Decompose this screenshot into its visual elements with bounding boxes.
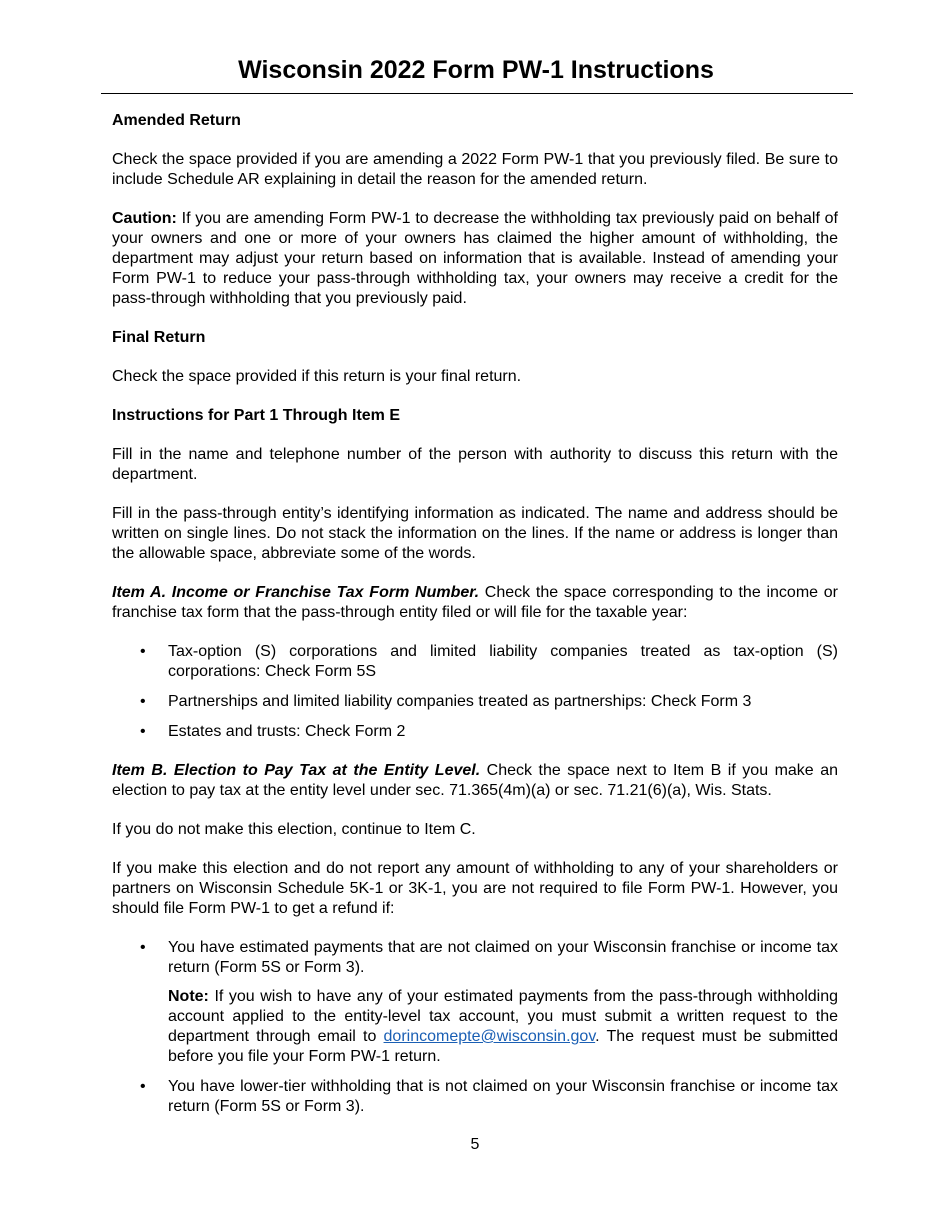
list-item xyxy=(112,938,838,1067)
item-b-text: Check the space next to Item B if you make an election to pay tax at the entity level under sec. 71.365(4m)(a) or sec. 71.21(6)(a), Wis. Stats. xyxy=(112,762,839,799)
list-item-text: Partnerships and limited liability companies treated as partnerships: Check Form 3 xyxy=(168,693,752,710)
amended-return-paragraph: Check the space provided if you are amending a 2022 Form PW-1 that you previously filed. Be sure to include Schedule AR explaining in detail the reason for the amended return. xyxy=(112,151,838,188)
part1-paragraph-contact: Fill in the name and telephone number of the person with authority to discuss this return with the department. xyxy=(112,446,838,483)
list-item-text: You have lower-tier withholding that is not claimed on your Wisconsin franchise or income tax return (Form 5S or Form 3). xyxy=(168,1078,838,1115)
item-a-paragraph xyxy=(112,583,838,623)
part1-heading: Instructions for Part 1 Through Item E xyxy=(112,407,401,424)
item-b-list xyxy=(112,938,838,1117)
note-text-end: . The request must be submitted before you file your Form PW-1 return. xyxy=(168,1028,839,1065)
item-b-refund-paragraph: If you make this election and do not report any amount of withholding to any of your shareholders or partners on Wisconsin Schedule 5K-1 or 3K-1, you are not required to file Form PW-1. However, you should file Form PW-1 to get a refund if: xyxy=(112,860,838,917)
list-item xyxy=(112,722,838,742)
document-body xyxy=(112,111,838,1136)
item-b-lead: Item B. Election to Pay Tax at the Entity Level. xyxy=(112,762,481,779)
list-item-text: Estates and trusts: Check Form 2 xyxy=(168,723,406,740)
item-a-lead: Item A. Income or Franchise Tax Form Number. xyxy=(112,584,480,601)
note-text: If you wish to have any of your estimated payments from the pass-through withholding account applied to the entity-level tax account, you must submit a written request to the department through email to xyxy=(168,988,838,1045)
bullet-icon: • xyxy=(140,1078,146,1095)
bullet-icon: • xyxy=(140,723,146,740)
caution-text: If you are amending Form PW-1 to decrease the withholding tax previously paid on behalf of your owners and one or more of your owners has claimed the higher amount of withholding, the department may adjust your return based on information that is available. Instead of amending your Form PW-1 to reduce your pass-through withholding tax, your owners may receive a credit for the pass-through withholding that you previously paid. xyxy=(112,210,838,307)
item-a-text: Check the space corresponding to the income or franchise tax form that the pass-through entity filed or will file for the taxable year: xyxy=(112,584,839,621)
list-item xyxy=(112,1077,838,1117)
final-return-paragraph: Check the space provided if this return is your final return. xyxy=(112,368,522,385)
note-label: Note: xyxy=(168,988,209,1005)
list-item-text: You have estimated payments that are not claimed on your Wisconsin franchise or income tax return (Form 5S or Form 3). xyxy=(168,939,838,976)
page-number: 5 xyxy=(470,1136,480,1153)
bullet-icon: • xyxy=(140,693,146,710)
caution-paragraph xyxy=(112,209,838,309)
list-item xyxy=(112,692,838,712)
list-item-text: Tax-option (S) corporations and limited liability companies treated as tax-option (S) corporations: Check Form 5S xyxy=(168,643,838,680)
amended-return-heading: Amended Return xyxy=(112,112,241,129)
item-b-continue-paragraph: If you do not make this election, continue to Item C. xyxy=(112,821,476,838)
note-paragraph xyxy=(168,987,838,1067)
item-a-list xyxy=(112,642,838,742)
list-item xyxy=(112,642,838,682)
final-return-heading: Final Return xyxy=(112,329,206,346)
item-b-paragraph xyxy=(112,761,838,801)
title-divider xyxy=(101,93,853,94)
email-link[interactable]: dorincomepte@wisconsin.gov xyxy=(383,1028,596,1045)
part1-paragraph-identifying: Fill in the pass-through entity’s identifying information as indicated. The name and address should be written on single lines. Do not stack the information on the lines. If the name or address is longer than the allowable space, abbreviate some of the words. xyxy=(112,505,838,562)
bullet-icon: • xyxy=(140,643,146,660)
bullet-icon: • xyxy=(140,939,146,956)
caution-label: Caution: xyxy=(112,210,177,227)
page-title: Wisconsin 2022 Form PW-1 Instructions xyxy=(238,56,714,84)
